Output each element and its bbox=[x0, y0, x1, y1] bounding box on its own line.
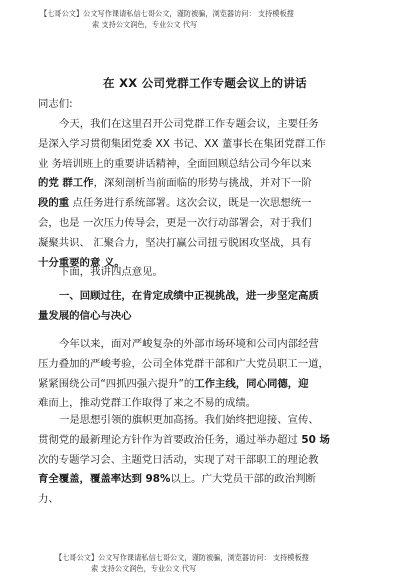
paragraph-review bbox=[38, 335, 374, 414]
text-line: 凝聚共识、 汇聚合力，坚决打赢公司扭亏脱困攻坚战，具有 bbox=[38, 236, 312, 249]
text-line: 今年以来，面对严峻复杂的外部市场环境和公司内部经营 bbox=[59, 338, 319, 350]
text-line: 十分重要的意 义。 bbox=[38, 256, 125, 269]
text-line bbox=[38, 470, 374, 490]
bold-phrase: 工作主线，同心同德，迎 bbox=[194, 377, 309, 390]
heading-line: 量发展的信心与决心 bbox=[38, 309, 132, 322]
header-banner-line: 索 支持公文润色，专业公文 代写 bbox=[92, 20, 198, 29]
text-line bbox=[38, 174, 374, 194]
text-line: 今天，我们在这里召开公司党群工作专题会议，主要任务 bbox=[59, 118, 319, 130]
footer-banner bbox=[55, 552, 395, 574]
heading-line: 一、回顾过往，在肯定成绩中正视挑战，进一步坚定高质 bbox=[59, 290, 319, 302]
text-line: 一是思想引领的旗帜更加高扬。我们始终把迎接、宣传、 bbox=[59, 414, 319, 426]
text-line: 力、 bbox=[38, 493, 59, 506]
text-line bbox=[38, 375, 374, 395]
footer-banner-line: 索 支持公文润色，专业公文 代写 bbox=[91, 564, 197, 573]
text-run: ，深刻剖析当前面临的形势与挑战，并对下一阶 bbox=[93, 177, 312, 190]
text-line: 难而上，推动党群工作取得了来之不易的成绩。 bbox=[38, 397, 257, 410]
salutation bbox=[38, 95, 374, 115]
paragraph-intro bbox=[38, 115, 374, 273]
header-banner-line: 【七哥公文】公文写作课请私信七哥公文，谨防被骗，浏览器访问： 支持模板搜 bbox=[40, 9, 294, 18]
text-line: 下面，我讲四点意见。 bbox=[59, 266, 163, 278]
text-run: 紧紧围绕公司“四抓四强六提升”的 bbox=[38, 377, 195, 390]
footer-banner-line: 【七哥公文】公文写作课请私信七哥公文，谨防被骗，浏览器访问： 支持模板搜 bbox=[55, 553, 309, 562]
paragraph-ideology bbox=[38, 411, 374, 510]
header-banner bbox=[40, 8, 380, 30]
text-line: 压力叠加的严峻考验，公司全体党群干部和广大党员职工一道， bbox=[38, 357, 329, 370]
bold-phrase: 育全覆盖，覆盖率达到 98% bbox=[38, 473, 171, 486]
text-line: 是深入学习贯彻集团党委 XX 书记、XX 董事长在集团党群工作 bbox=[38, 137, 326, 150]
text-run: 以上。广大党员干部的政治判断 bbox=[170, 473, 316, 486]
text-line: 业 务培训班上的重要讲话精神，全面回顾总结公司今年以来 bbox=[38, 157, 312, 170]
text-line: 次的专题学习会、主题党日活动，实现了对干部职工的理论教 bbox=[38, 453, 319, 466]
salutation-text: 同志们: bbox=[38, 98, 73, 110]
bold-phrase: 段的重 bbox=[38, 197, 70, 210]
text-line: 会，也是 一次压力传导会，更是一次行动部署会，对于我们 bbox=[38, 216, 312, 229]
section-heading-1 bbox=[38, 287, 374, 327]
bold-phrase: 50 场 bbox=[297, 433, 330, 446]
bold-phrase: 的党 群工作 bbox=[38, 177, 94, 190]
text-run: 点任务进行系统部署。这次会议，既是一次思想统一 bbox=[69, 197, 312, 210]
speech-title: 在 XX 公司党群工作专题会议上的讲话 bbox=[103, 76, 307, 90]
text-line bbox=[38, 431, 374, 451]
text-line bbox=[38, 194, 374, 214]
paragraph-transition bbox=[38, 263, 374, 283]
text-run: 贯彻党的最新理论方针作为首要政治任务，通过举办超过 bbox=[38, 433, 298, 446]
